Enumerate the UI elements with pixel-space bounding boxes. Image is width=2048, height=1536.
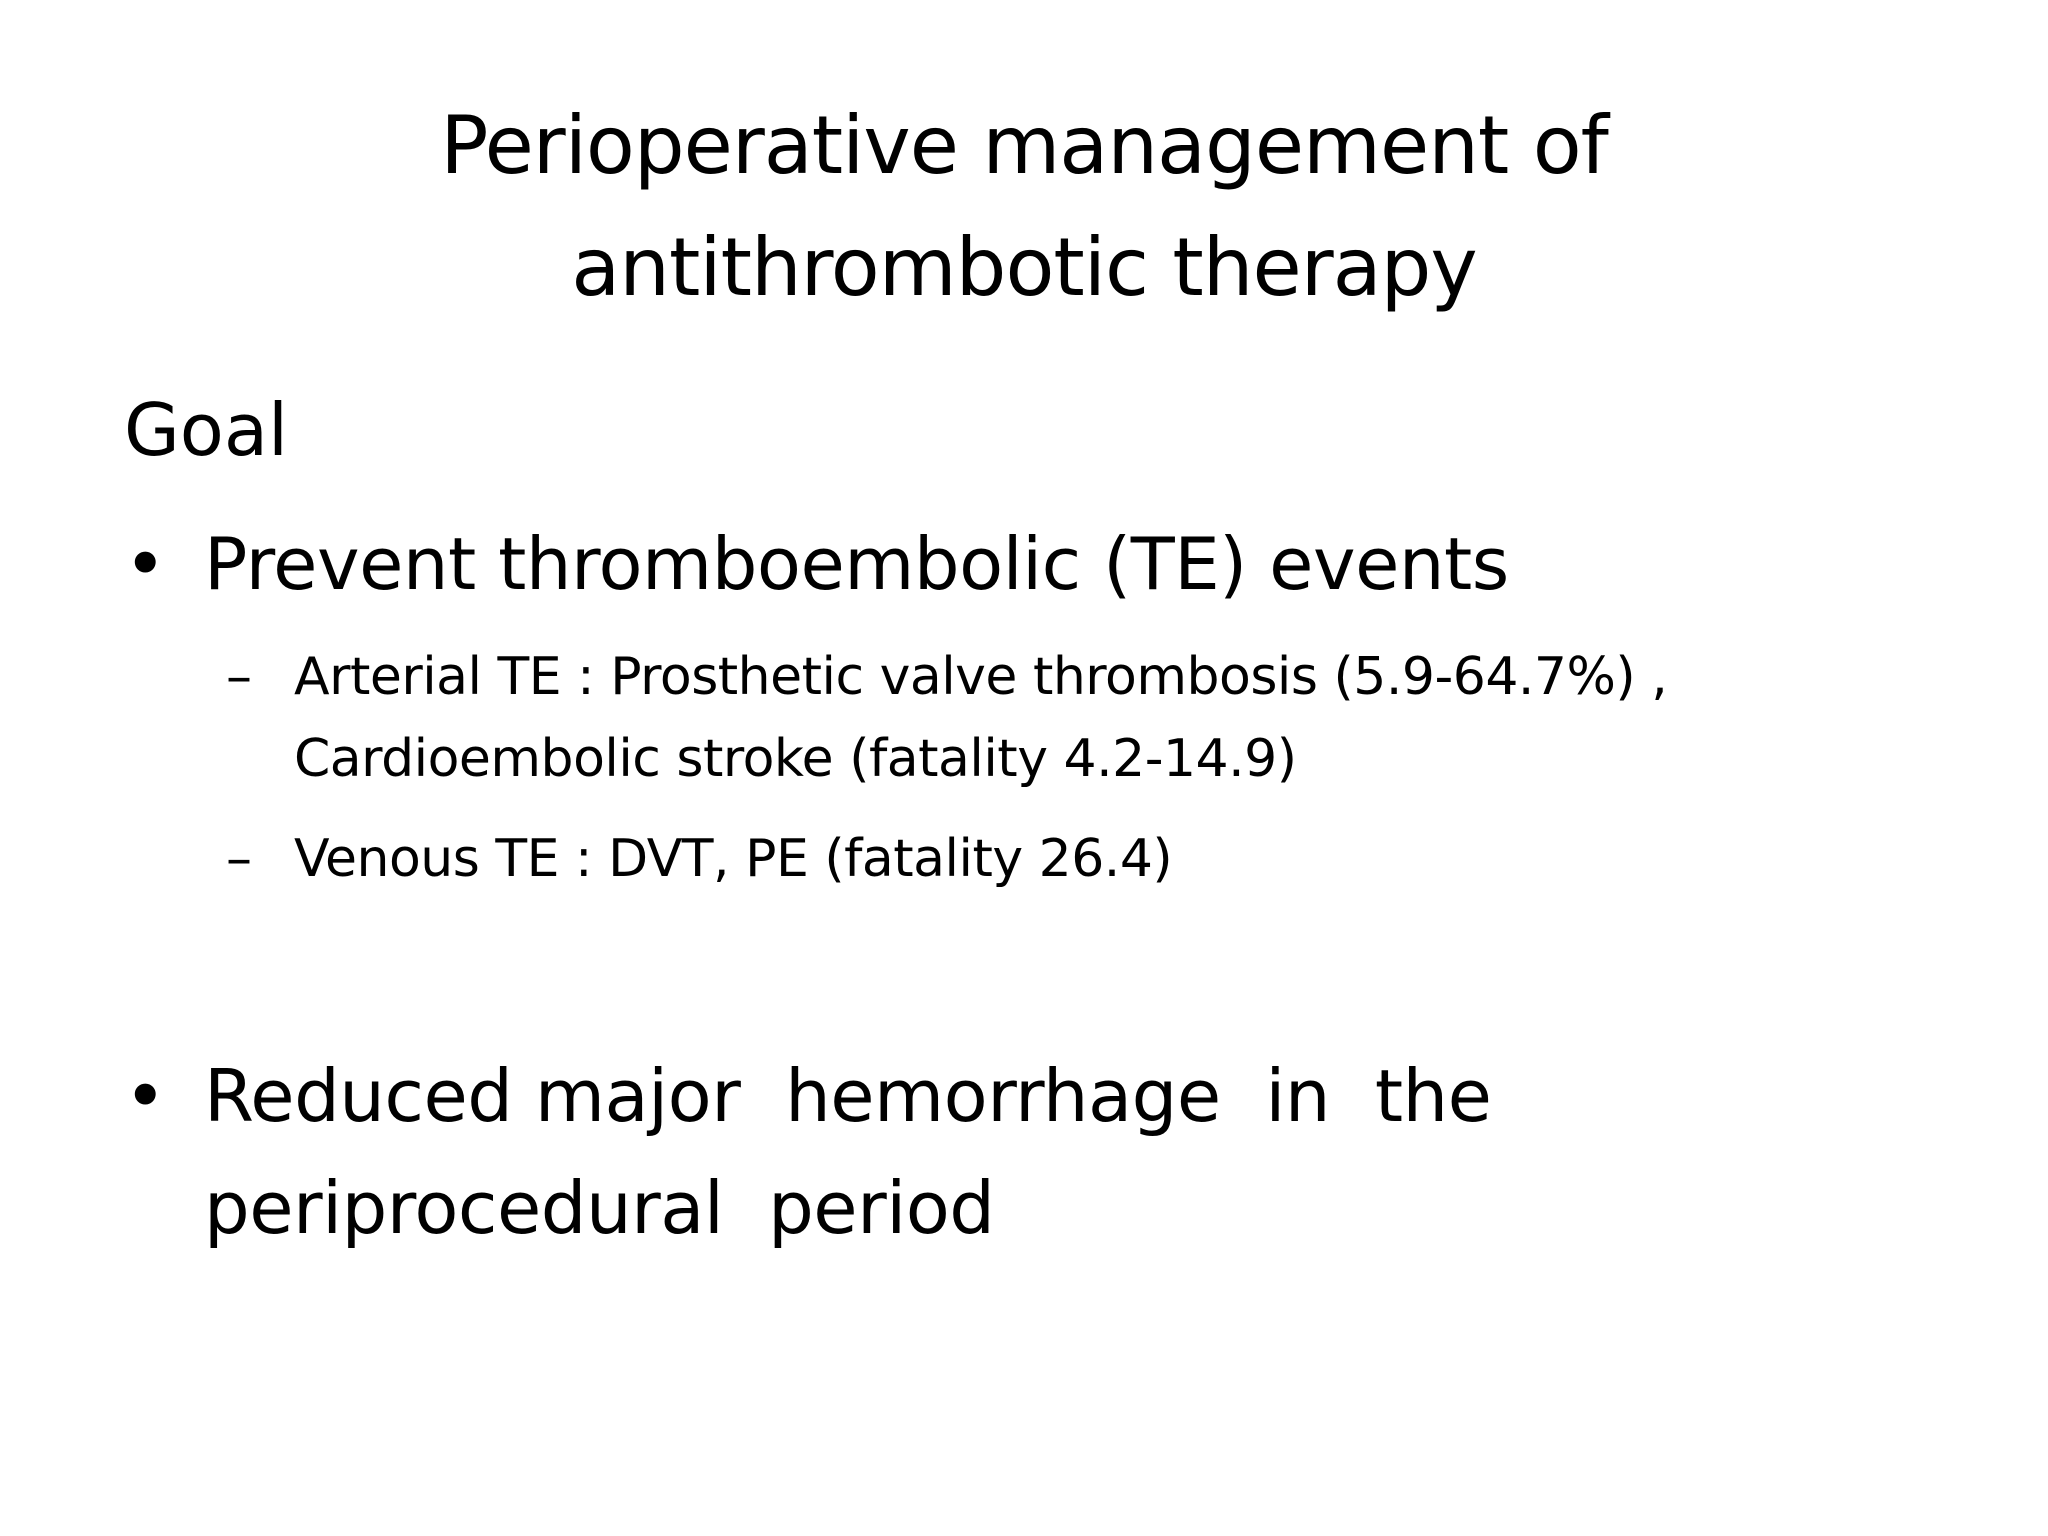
bullet-icon: • xyxy=(124,1054,166,1138)
bullet-text: Reduced major hemorrhage in the periprocedural period xyxy=(204,1054,1492,1250)
sub-item-text: Venous TE : DVT, PE (fatality 26.4) xyxy=(294,829,1173,889)
slide-title: Perioperative management of antithrombotic therapy xyxy=(440,99,1608,314)
dash-icon: – xyxy=(226,647,252,707)
dash-icon: – xyxy=(226,829,252,889)
goal-heading: Goal xyxy=(124,388,288,472)
sub-item-text: Arterial TE : Prosthetic valve thrombosis (5.9-64.7%) , Cardioembolic stroke (fatality 4.2-14.9) xyxy=(294,647,1668,789)
bullet-text: Prevent thromboembolic (TE) events xyxy=(204,522,1509,606)
bullet-icon: • xyxy=(124,522,166,606)
